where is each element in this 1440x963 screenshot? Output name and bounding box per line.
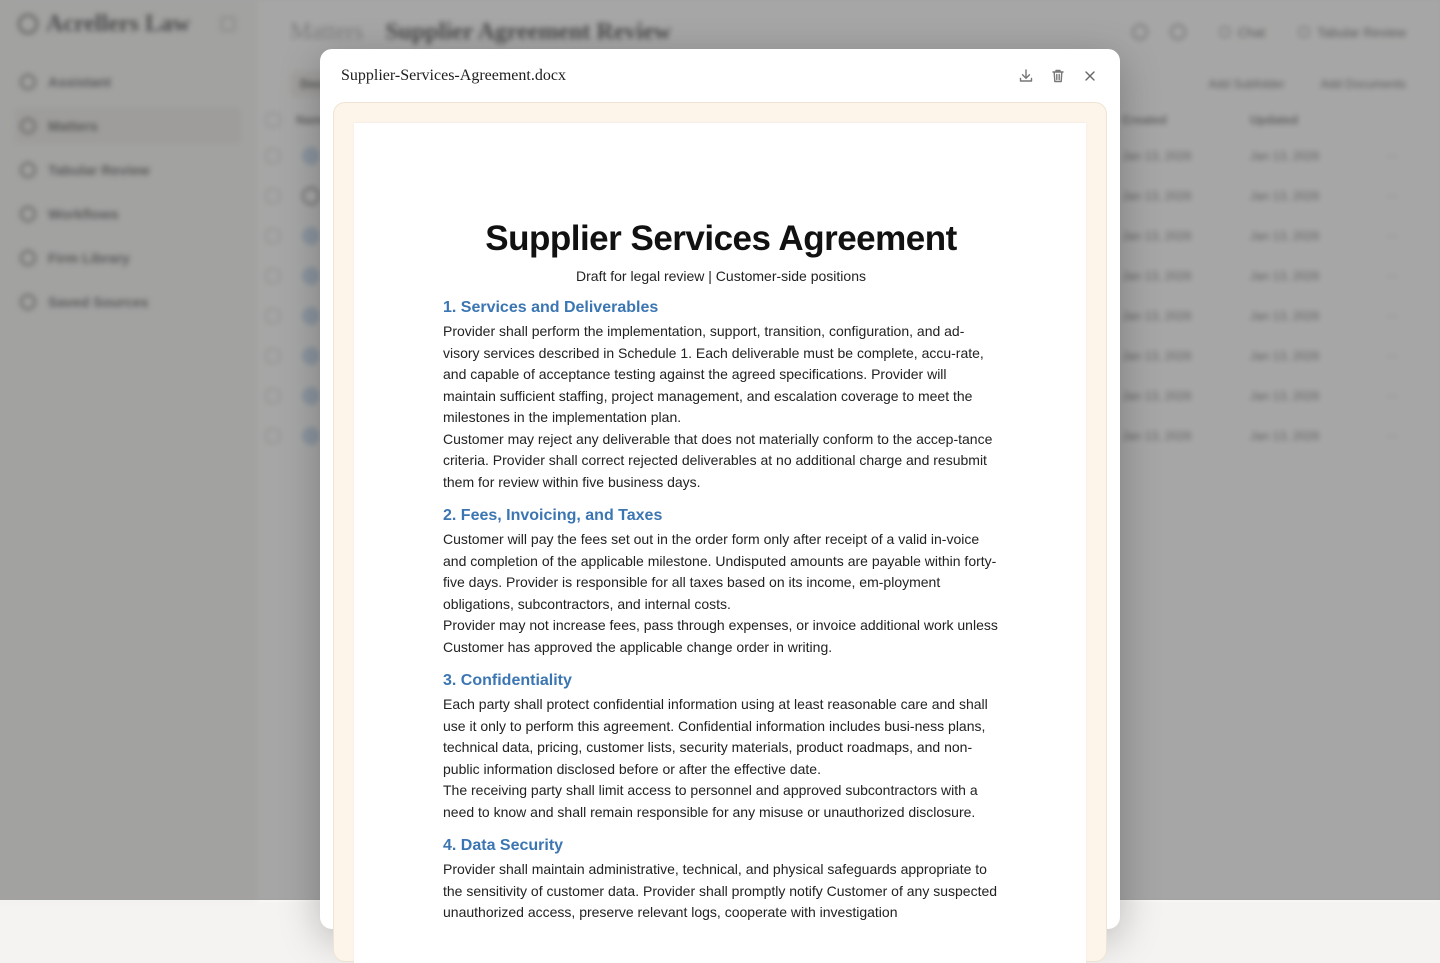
modal-filename: Supplier-Services-Agreement.docx — [341, 66, 566, 84]
close-icon — [1082, 68, 1098, 84]
document-section — [443, 835, 999, 924]
modal-header — [320, 49, 1120, 102]
delete-button[interactable] — [1048, 66, 1068, 86]
section-paragraph: Customer will pay the fees set out in the order form only after receipt of a valid in-voice and completion of the applicable milestone. Undisputed amounts are payable within forty-five days. Provider is responsible for all taxes based on its income, em-ployment obligations, subcontractors, and internal costs. — [443, 531, 997, 612]
document-sections — [443, 297, 999, 924]
section-heading: 1. Services and Deliverables — [443, 299, 659, 316]
trash-icon — [1050, 68, 1066, 84]
document-title: Supplier Services Agreement — [485, 219, 957, 258]
document-subtitle: Draft for legal review | Customer-side positions — [576, 268, 866, 284]
document-section — [443, 297, 999, 493]
section-heading: 2. Fees, Invoicing, and Taxes — [443, 507, 663, 524]
document-section — [443, 505, 999, 658]
close-button[interactable] — [1080, 66, 1100, 86]
download-button[interactable] — [1016, 66, 1036, 86]
document-content — [443, 217, 999, 924]
section-heading: 3. Confidentiality — [443, 672, 572, 689]
section-paragraph: Provider may not increase fees, pass through expenses, or invoice additional work unless Customer has approved the applicable change order in writing. — [443, 617, 998, 655]
section-paragraph: Each party shall protect confidential information using at least reasonable care and shall use it only to perform this agreement. Confidential information includes busi-ness plans, technical data, pricing, customer lists, security materials, product roadmaps, and non-public information disclosed before or after the effective date. — [443, 696, 988, 777]
section-paragraph: Provider shall maintain administrative, technical, and physical safeguards appropriate to the sensitivity of customer data. Provider shall promptly notify Customer of any suspected unauthorized access, preserve relevant logs, cooperate with investigation — [443, 861, 998, 920]
document-viewer[interactable] — [333, 102, 1107, 962]
document-page — [354, 123, 1086, 963]
section-heading: 4. Data Security — [443, 837, 564, 854]
section-paragraph: Provider shall perform the implementation, support, transition, configuration, and ad-visory services described in Schedule 1. Each deliverable must be complete, accu-rate, and capable of acceptance testing against the agreed specifications. Provider will maintain sufficient staffing, project management, and escalation coverage to meet the milestones in the implementation plan. — [443, 323, 984, 425]
document-section — [443, 670, 999, 823]
document-preview-modal — [320, 49, 1120, 929]
section-paragraph: The receiving party shall limit access to personnel and approved subcontractors with a need to know and shall remain responsible for any misuse or unauthorized disclosure. — [443, 782, 978, 820]
download-icon — [1018, 68, 1034, 84]
section-paragraph: Customer may reject any deliverable that does not materially conform to the accep-tance criteria. Provider shall correct rejected deliverables at no additional charge and resubmit them for review within five business days. — [443, 430, 993, 490]
